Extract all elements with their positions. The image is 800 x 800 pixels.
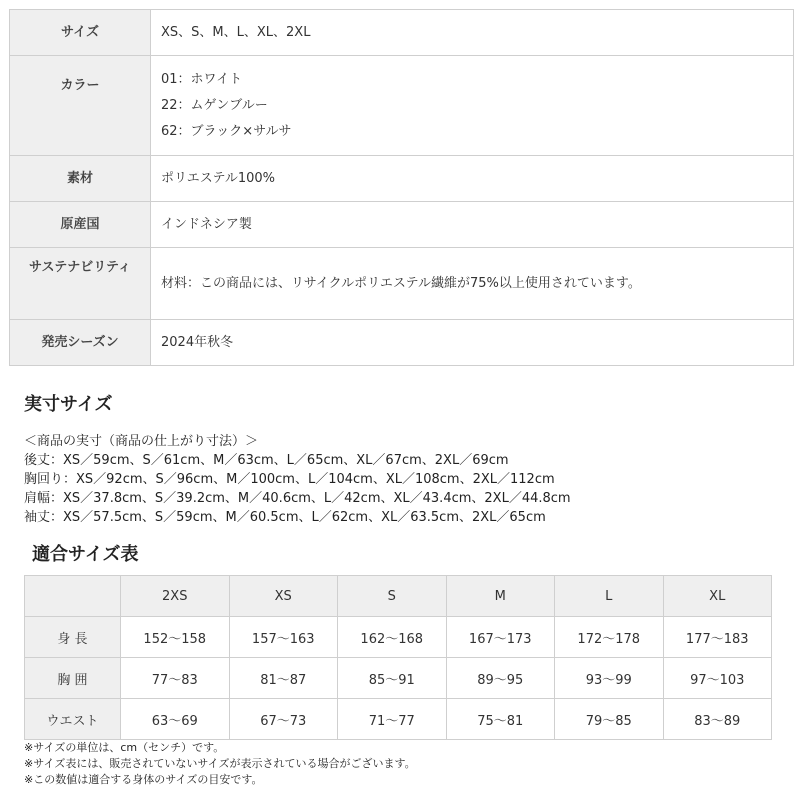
spec-row-color: [10, 56, 794, 156]
measurement-line: 胸回り：XS／92cm、S／96cm、M／100cm、L／104cm、XL／108cm、2XL／112cm: [24, 472, 555, 487]
spec-row-origin: [10, 202, 794, 248]
note-line: ※サイズの単位は、cm（センチ）です。: [24, 741, 225, 754]
fit-table-title: 適合サイズ表: [32, 544, 139, 565]
spec-row-sustainability: [10, 248, 794, 320]
fit-cell: 162〜168: [338, 617, 447, 658]
spec-label-material: 素材: [10, 156, 151, 202]
spec-label-season: 発売シーズン: [10, 320, 151, 366]
spec-value-sustainability: 材料：この商品には、リサイクルポリエステル繊維が75%以上使用されています。: [151, 248, 794, 320]
fit-col-header: XS: [229, 576, 338, 617]
spec-label-color: カラー: [10, 56, 151, 156]
fit-cell: 71〜77: [338, 699, 447, 740]
fit-col-header: M: [446, 576, 555, 617]
spec-row-material: [10, 156, 794, 202]
spec-value-size: XS、S、M、L、XL、2XL: [151, 10, 794, 56]
fit-cell: 75〜81: [446, 699, 555, 740]
fit-size-table: [24, 575, 772, 740]
spec-value-origin: インドネシア製: [151, 202, 794, 248]
measurement-line: 袖丈：XS／57.5cm、S／59cm、M／60.5cm、L／62cm、XL／63.5cm、2XL／65cm: [24, 510, 546, 525]
fit-col-header: L: [555, 576, 664, 617]
fit-cell: 79〜85: [555, 699, 664, 740]
fit-header-row: [25, 576, 772, 617]
fit-col-header: XL: [663, 576, 772, 617]
fit-cell: 172〜178: [555, 617, 664, 658]
fit-cell: 89〜95: [446, 658, 555, 699]
spec-label-sustainability: サステナビリティ: [10, 248, 151, 320]
color-option: 62：ブラック×サルサ: [161, 123, 292, 139]
fit-cell: 83〜89: [663, 699, 772, 740]
fit-cell: 63〜69: [121, 699, 230, 740]
fit-row-height: [25, 617, 772, 658]
fit-cell: 152〜158: [121, 617, 230, 658]
spec-row-season: [10, 320, 794, 366]
note-line: ※この数値は適合する身体のサイズの目安です。: [24, 773, 263, 786]
spec-table: [9, 9, 794, 366]
fit-cell: 81〜87: [229, 658, 338, 699]
color-option: 01：ホワイト: [161, 71, 243, 87]
fit-cell: 67〜73: [229, 699, 338, 740]
fit-cell: 177〜183: [663, 617, 772, 658]
fit-row-label: ウエスト: [25, 699, 121, 740]
spec-value-season: 2024年秋冬: [151, 320, 794, 366]
measurements-heading: ＜商品の実寸（商品の仕上がり寸法）＞: [24, 434, 259, 449]
color-option: 22：ムゲンブルー: [161, 97, 268, 113]
fit-cell: 93〜99: [555, 658, 664, 699]
measurement-line: 後丈：XS／59cm、S／61cm、M／63cm、L／65cm、XL／67cm、2XL／69cm: [24, 453, 509, 468]
fit-row-waist: [25, 699, 772, 740]
fit-corner-cell: [25, 576, 121, 617]
fit-col-header: S: [338, 576, 447, 617]
measurements-block: [24, 432, 784, 528]
spec-label-size: サイズ: [10, 10, 151, 56]
fit-cell: 97〜103: [663, 658, 772, 699]
fit-col-header: 2XS: [121, 576, 230, 617]
spec-row-size: [10, 10, 794, 56]
fit-row-chest: [25, 658, 772, 699]
size-notes: [24, 740, 416, 788]
fit-cell: 85〜91: [338, 658, 447, 699]
fit-row-label: 身 長: [25, 617, 121, 658]
spec-value-material: ポリエステル100%: [151, 156, 794, 202]
fit-row-label: 胸 囲: [25, 658, 121, 699]
spec-value-color: [151, 56, 794, 156]
measurements-title: 実寸サイズ: [24, 394, 113, 415]
note-line: ※サイズ表には、販売されていないサイズが表示されている場合がございます。: [24, 757, 416, 770]
fit-cell: 157〜163: [229, 617, 338, 658]
fit-cell: 77〜83: [121, 658, 230, 699]
spec-label-origin: 原産国: [10, 202, 151, 248]
measurement-line: 肩幅：XS／37.8cm、S／39.2cm、M／40.6cm、L／42cm、XL／43.4cm、2XL／44.8cm: [24, 491, 571, 506]
fit-cell: 167〜173: [446, 617, 555, 658]
